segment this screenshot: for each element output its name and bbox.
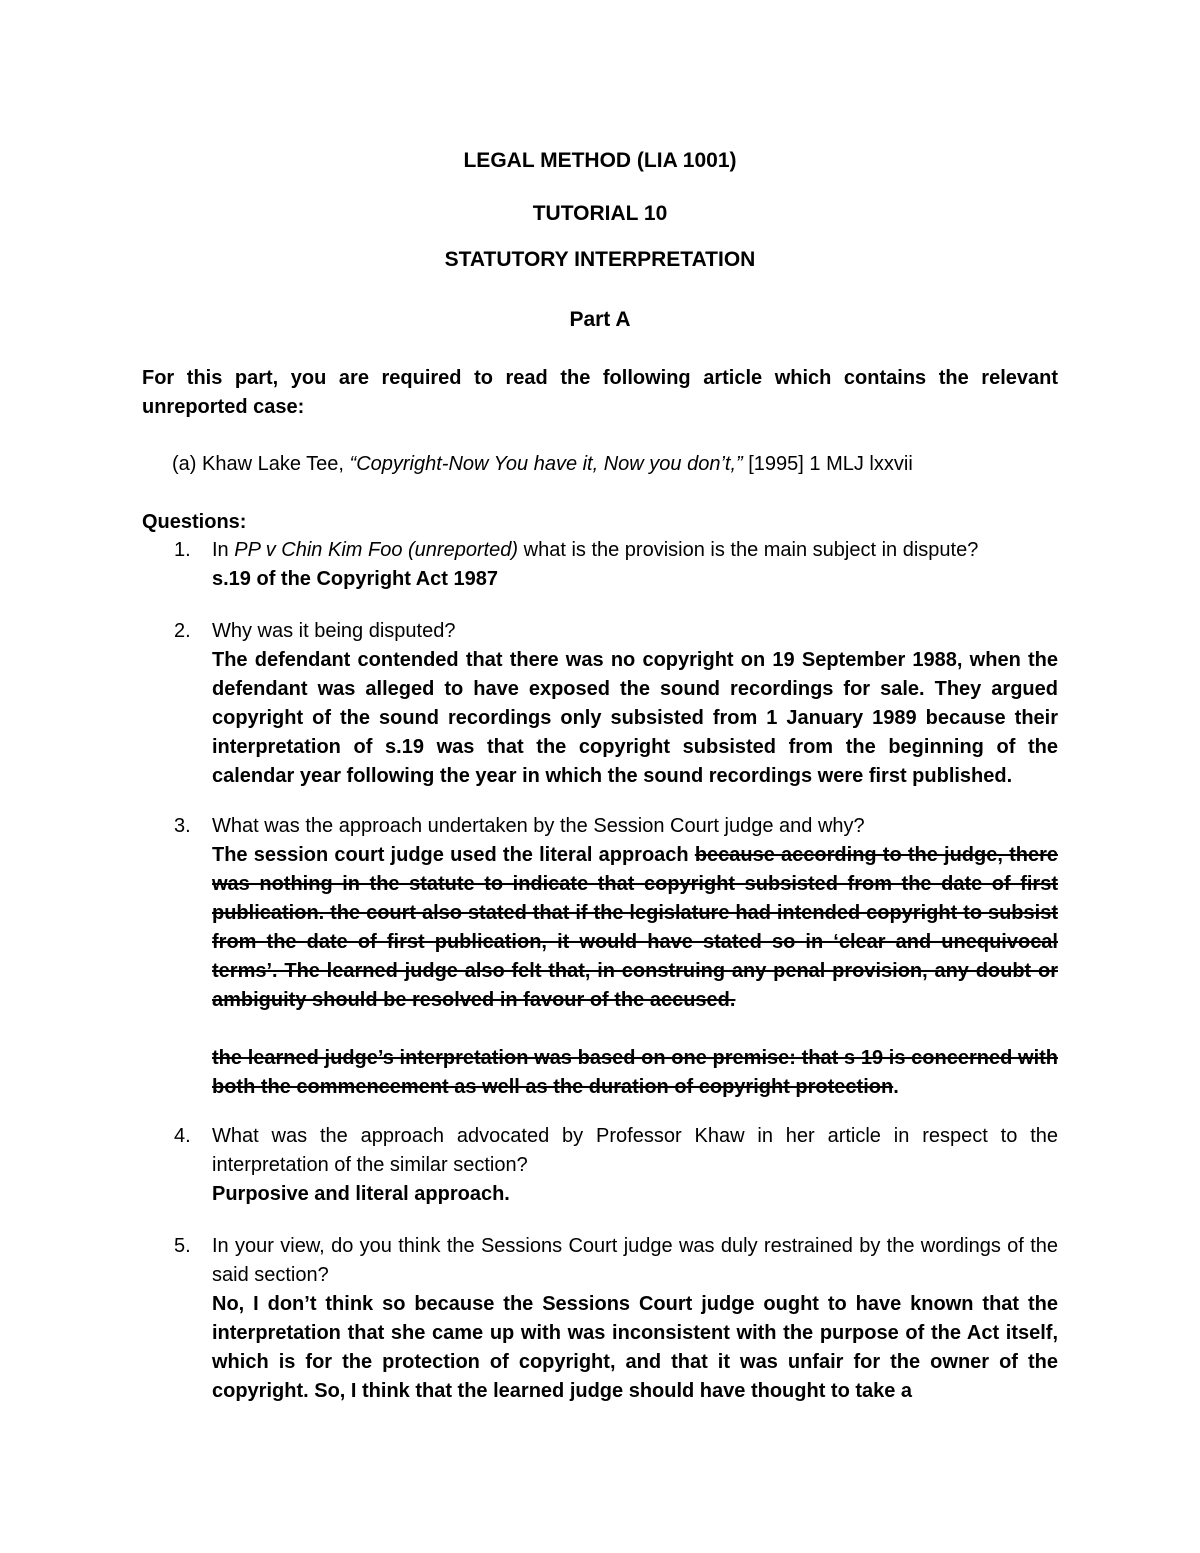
answer-text: The defendant contended that there was no copyright on 19 September 1988, when the defendant was alleged to have exposed the sound recordings for sale. They argued copyright of the sound recordings only subsisted from 1 January 1989 because their interpretation of s.19 was that the copyright subsisted from the beginning of the calendar year following the year in which the sound recordings were first published. [212, 649, 1058, 787]
reference-citation: [1995] 1 MLJ lxxvii [742, 453, 913, 475]
course-title: LEGAL METHOD (LIA 1001) [463, 149, 737, 172]
question-item [142, 1232, 1058, 1406]
question-text: In PP v Chin Kim Foo (unreported) what is the provision is the main subject in dispute? [212, 539, 979, 561]
question-item [142, 1122, 1058, 1209]
question-item [142, 536, 1058, 594]
question-text: In your view, do you think the Sessions Court judge was duly restrained by the wordings of the said section? [212, 1235, 1058, 1286]
reference-title: “Copyright-Now You have it, Now you don’t,” [349, 453, 743, 475]
topic-title: STATUTORY INTERPRETATION [444, 248, 756, 271]
question-item [142, 812, 1058, 1102]
intro-paragraph: For this part, you are required to read the following article which contains the relevant unreported case: [142, 367, 1058, 418]
part-heading: Part A [569, 308, 631, 331]
question-text: What was the approach undertaken by the Session Court judge and why? [212, 815, 865, 837]
reference-author: Khaw Lake Tee, [202, 453, 350, 475]
question-number: 4. [174, 1125, 191, 1147]
struck-answer-text: because according to the judge, there was nothing in the statute to indicate that copyright subsisted from the date of first publication. the court also stated that if the legislature had intended copyright to subsist from the date of first publication, it would have stated so in ‘clear and unequivocal terms’. The learned judge also felt that, in construing any penal provision, any doubt or ambiguity should be resolved in favour of the accused. [212, 844, 1058, 1011]
questions-heading: Questions: [142, 511, 247, 533]
struck-answer-text: the learned judge’s interpretation was based on one premise: that s 19 is concerned with both the commencement as well as the duration of copyright protection [212, 1047, 1058, 1098]
answer-text: the learned judge’s interpretation was based on one premise: that s 19 is concerned with both the commencement as well as the duration of copyright protection. [212, 1047, 1058, 1098]
tutorial-title: TUTORIAL 10 [532, 202, 668, 225]
answer-text: The session court judge used the literal approach because according to the judge, there was nothing in the statute to indicate that copyright subsisted from the date of first publication. the court also stated that if the legislature had intended copyright to subsist from the date of first publication, it would have stated so in ‘clear and unequivocal terms’. The learned judge also felt that, in construing any penal provision, any doubt or ambiguity should be resolved in favour of the accused. [212, 844, 1058, 1011]
question-number: 1. [174, 539, 191, 561]
answer-text: s.19 of the Copyright Act 1987 [212, 568, 498, 590]
answer-text: No, I don’t think so because the Sessions Court judge ought to have known that the interpretation that she came up with was inconsistent with the purpose of the Act itself, which is for the protection of copyright, and that it was unfair for the owner of the copyright. So, I think that the learned judge should have thought to take a [212, 1293, 1058, 1402]
question-number: 5. [174, 1235, 191, 1257]
article-reference [172, 450, 913, 479]
question-item [142, 617, 1058, 791]
question-number: 2. [174, 620, 191, 642]
reference-label: (a) [172, 453, 197, 475]
question-number: 3. [174, 815, 191, 837]
question-text: What was the approach advocated by Professor Khaw in her article in respect to the interpretation of the similar section? [212, 1125, 1058, 1176]
answer-text: Purposive and literal approach. [212, 1183, 510, 1205]
question-text: Why was it being disputed? [212, 620, 456, 642]
